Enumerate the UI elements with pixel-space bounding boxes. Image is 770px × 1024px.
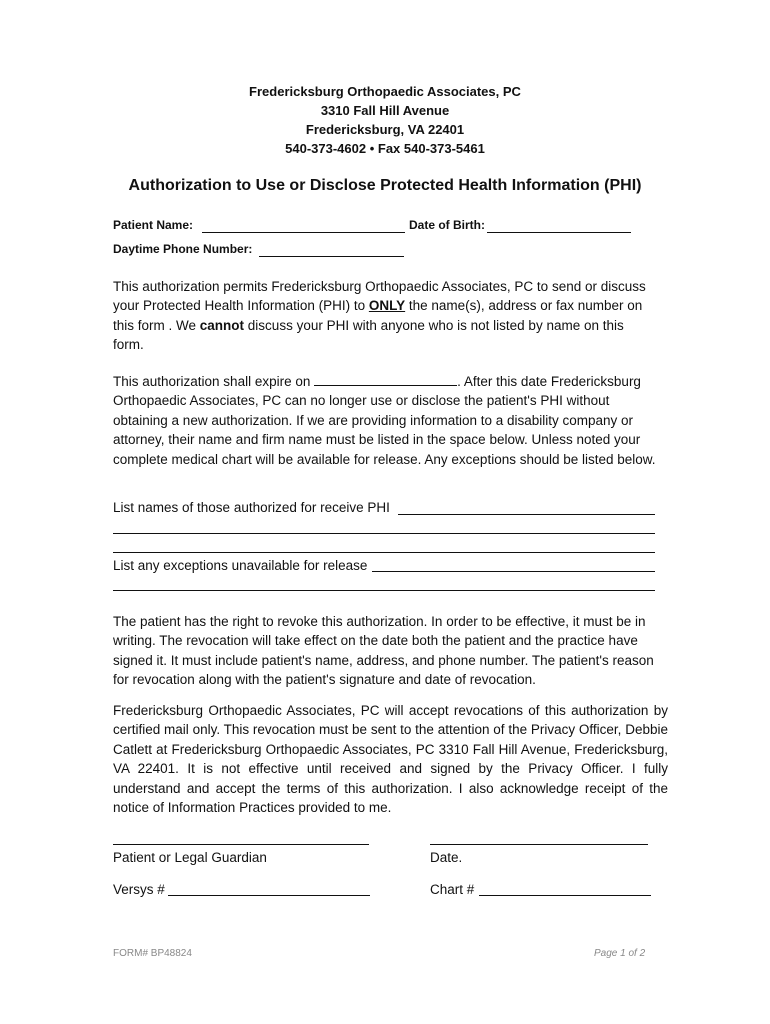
guardian-label: Patient or Legal Guardian — [113, 850, 267, 865]
daytime-phone-label: Daytime Phone Number: — [113, 242, 253, 256]
practice-address-line1: 3310 Fall Hill Avenue — [320, 103, 450, 118]
practice-address-line2: Fredericksburg, VA 22401 — [305, 122, 465, 137]
daytime-phone-field[interactable] — [259, 256, 404, 257]
authorized-names-field-1[interactable] — [398, 514, 655, 515]
form-title: Authorization to Use or Disclose Protected Health Information (PHI) — [128, 177, 642, 194]
authorization-paragraph: This authorization permits Fredericksburg Orthopaedic Associates, PC to send or discuss your Protected Health Information (PHI) to ONLY the name(s), address or fax number on this form . We cannot discuss your PHI with anyone who is not listed by name on this form. — [113, 279, 646, 353]
authorized-names-field-2[interactable] — [113, 533, 655, 534]
versys-label: Versys # — [113, 882, 165, 897]
practice-phone-fax: 540-373-4602 • Fax 540-373-5461 — [285, 141, 485, 156]
exceptions-field-1[interactable] — [372, 571, 655, 572]
expiration-paragraph: This authorization shall expire on . After this date Fredericksburg Orthopaedic Associates, PC can no longer use or disclose the patient's PHI without obtaining a new authorization. If we are providing information to a disability company or attorney, their name and firm name must be listed in the space below. Unless noted your complete medical chart will be available for release. Any exceptions should be listed below. — [113, 374, 656, 467]
only-emphasis: ONLY — [368, 298, 406, 314]
revocation-rights-paragraph: The patient has the right to revoke this authorization. In order to be effective, it must be in writing. The revocation will take effect on the date both the patient and the practice have signed it. It must include patient's name, address, and phone number. The patient's reason for revocation along with the patient's signature and date of revocation. — [113, 614, 654, 688]
patient-name-field[interactable] — [202, 232, 405, 233]
authorized-names-label: List names of those authorized for receive PHI — [113, 500, 390, 515]
expiration-date-field[interactable] — [314, 373, 457, 386]
practice-name: Fredericksburg Orthopaedic Associates, PC — [249, 84, 521, 99]
chart-number-field[interactable] — [479, 895, 651, 896]
form-number: FORM# BP48824 — [113, 948, 192, 959]
versys-number-field[interactable] — [168, 895, 370, 896]
signature-date-field[interactable] — [430, 844, 648, 845]
guardian-signature-field[interactable] — [113, 844, 369, 845]
authorized-names-field-3[interactable] — [113, 552, 655, 553]
page-number: Page 1 of 2 — [594, 948, 646, 959]
exceptions-field-2[interactable] — [113, 590, 655, 591]
date-label: Date. — [430, 850, 463, 865]
exceptions-label: List any exceptions unavailable for release — [113, 558, 368, 573]
dob-label: Date of Birth: — [409, 218, 485, 232]
chart-label: Chart # — [430, 882, 475, 897]
revocation-terms-paragraph: Fredericksburg Orthopaedic Associates, PC will accept revocations of this authorization by certified mail only. This revocation must be sent to the attention of the Privacy Officer, Debbie Catlett at Fredericksburg Orthopaedic Associates, PC 3310 Fall Hill Avenue, Fredericksburg, VA 22401. It is not effective until received and signed by the Privacy Officer. I fully understand and accept the terms of this authorization. I also acknowledge receipt of the notice of Information Practices provided to me. — [113, 703, 668, 816]
cannot-emphasis: cannot — [199, 317, 245, 333]
patient-name-label: Patient Name: — [113, 218, 194, 232]
dob-field[interactable] — [487, 232, 631, 233]
